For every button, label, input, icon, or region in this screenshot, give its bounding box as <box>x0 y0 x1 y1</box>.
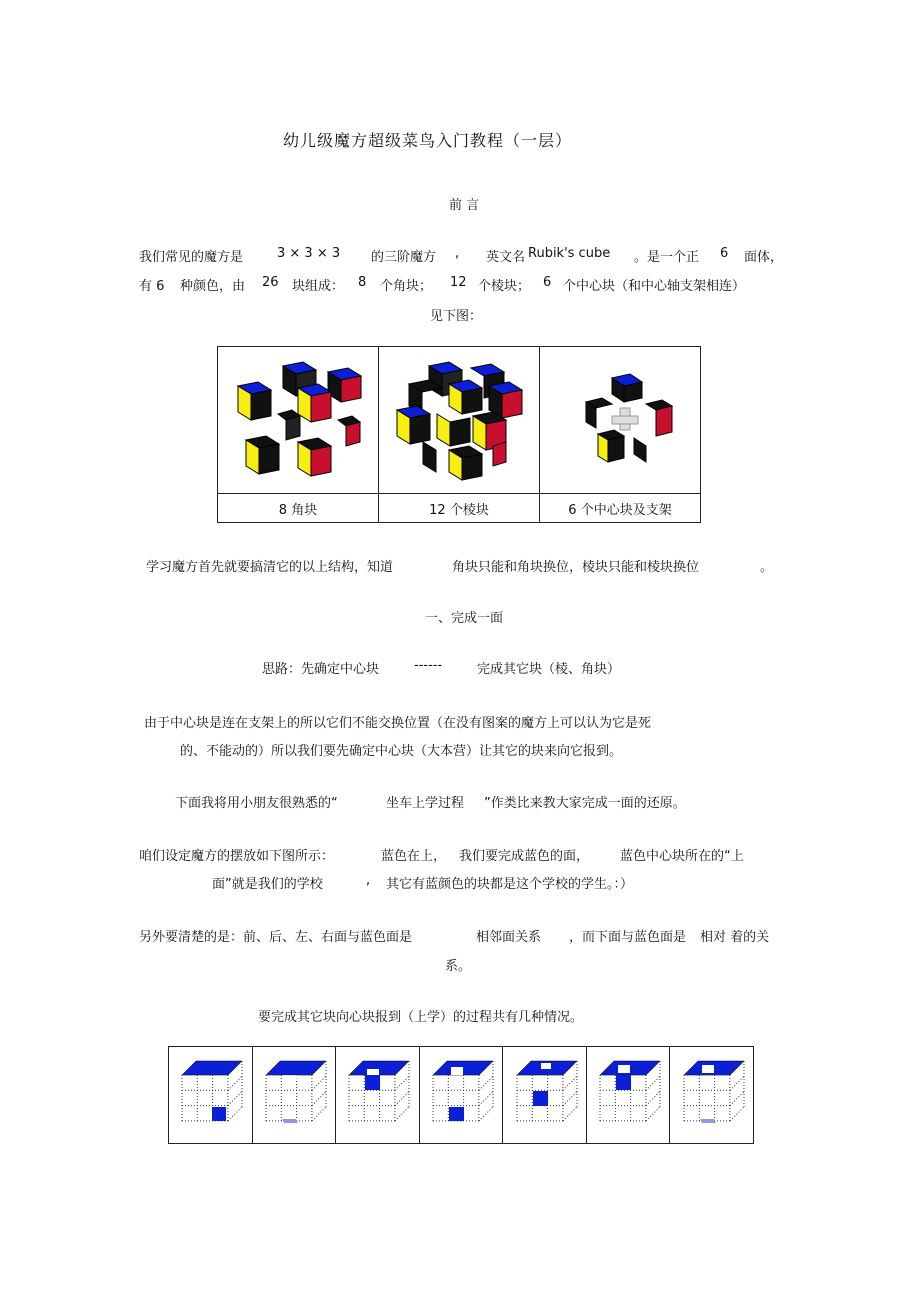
caption-edge: 12 个棱块 <box>379 494 540 523</box>
case-diagram <box>253 1047 337 1143</box>
idea-text: 思路：先确定中心块 <box>262 662 380 677</box>
case-diagram <box>587 1047 671 1143</box>
intro-text: 12 <box>450 275 467 290</box>
caption-corner: 8 角块 <box>218 494 379 523</box>
intro-text: 个棱块； <box>478 279 531 294</box>
setup-text: 其它有蓝颜色的块都是这个学校的学生。：） <box>386 877 634 892</box>
cube-case-icon <box>170 1047 250 1137</box>
structure-note-highlight: 角块只能和角块换位，棱块只能和棱块换位 <box>452 560 700 575</box>
setup-text: 蓝色中心块所在的“上 <box>620 849 744 864</box>
case-diagram <box>503 1047 587 1143</box>
cases-intro: 要完成其它块向心块报到（上学）的过程共有几种情况。 <box>258 1010 584 1025</box>
reason-text: 由于中心块是连在支架上的所以它们不能交换位置（在没有图案的魔方上可以认为它是死 <box>144 716 652 731</box>
intro-text: 8 <box>358 275 367 290</box>
intro-text: , <box>455 246 460 261</box>
setup-text: 面”就是我们的学校 <box>212 877 323 892</box>
relation-text: 相邻面关系 <box>476 930 542 945</box>
cube-case-icon <box>254 1047 334 1137</box>
idea-text: 完成其它块（棱、角块） <box>477 662 621 677</box>
case-diagram <box>336 1047 420 1143</box>
case-diagram <box>670 1047 753 1143</box>
setup-text: 咱们设定魔方的摆放如下图所示： <box>139 849 335 864</box>
cube-case-icon <box>421 1047 501 1137</box>
reason-text: 的、不能动的）所以我们要先确定中心块（大本营）让其它的块来向它报到。 <box>180 744 623 759</box>
cube-case-icon <box>672 1047 752 1137</box>
cases-diagram-strip <box>168 1046 754 1144</box>
cube-case-icon <box>588 1047 668 1137</box>
setup-text: , <box>366 873 371 888</box>
intro-text: Rubik's cube <box>528 246 611 261</box>
relation-text: 相对 着的关 <box>700 930 770 945</box>
analogy-text: ”作类比来教大家完成一面的还原。 <box>484 796 686 811</box>
setup-text: 蓝色在上， <box>381 849 447 864</box>
structure-note: 。 <box>760 560 774 575</box>
structure-note: 学习魔方首先就要搞清它的以上结构，知道 <box>146 560 394 575</box>
intro-text: 有 6 <box>139 279 165 294</box>
intro-text: 的三阶魔方 <box>371 250 437 265</box>
relation-text: 系。 <box>445 959 472 974</box>
intro-text: 英文名 <box>486 250 526 265</box>
intro-text: 3 × 3 × 3 <box>277 246 341 261</box>
idea-dashes: ------ <box>414 658 443 673</box>
setup-text: 我们要完成蓝色的面， <box>459 849 590 864</box>
intro-text: 面体， <box>744 250 784 265</box>
intro-text: 26 <box>262 275 279 290</box>
intro-text: 个中心块（和中心轴支架相连） <box>563 279 746 294</box>
cube-structure-table <box>217 346 701 523</box>
section-heading: 一、完成一面 <box>425 611 504 626</box>
case-diagram <box>169 1047 253 1143</box>
intro-text: 6 <box>720 246 729 261</box>
intro-text: 6 <box>543 275 552 290</box>
cube-case-icon <box>505 1047 585 1137</box>
relation-text: ，而下面与蓝色面是 <box>569 930 687 945</box>
cube-case-icon <box>337 1047 417 1137</box>
intro-text: 个角块； <box>380 279 433 294</box>
preface-heading: 前 言 <box>449 198 480 213</box>
center-pieces-image <box>540 347 701 494</box>
analogy-text: 坐车上学过程 <box>386 796 465 811</box>
case-diagram <box>420 1047 504 1143</box>
intro-text: 。是一个正 <box>634 250 700 265</box>
intro-text: 块组成： <box>292 279 345 294</box>
intro-text: 种颜色，由 <box>180 279 246 294</box>
relation-text: 另外要清楚的是：前、后、左、右面与蓝色面是 <box>139 930 413 945</box>
caption-center: 6 个中心块及支架 <box>540 494 701 523</box>
intro-text: 我们常见的魔方是 <box>139 250 244 265</box>
analogy-text: 下面我将用小朋友很熟悉的“ <box>175 796 338 811</box>
intro-text: 见下图： <box>430 309 483 324</box>
edge-pieces-image <box>379 347 540 494</box>
corner-pieces-image <box>218 347 379 494</box>
page-title: 幼儿级魔方超级菜鸟入门教程（一层） <box>283 131 573 150</box>
